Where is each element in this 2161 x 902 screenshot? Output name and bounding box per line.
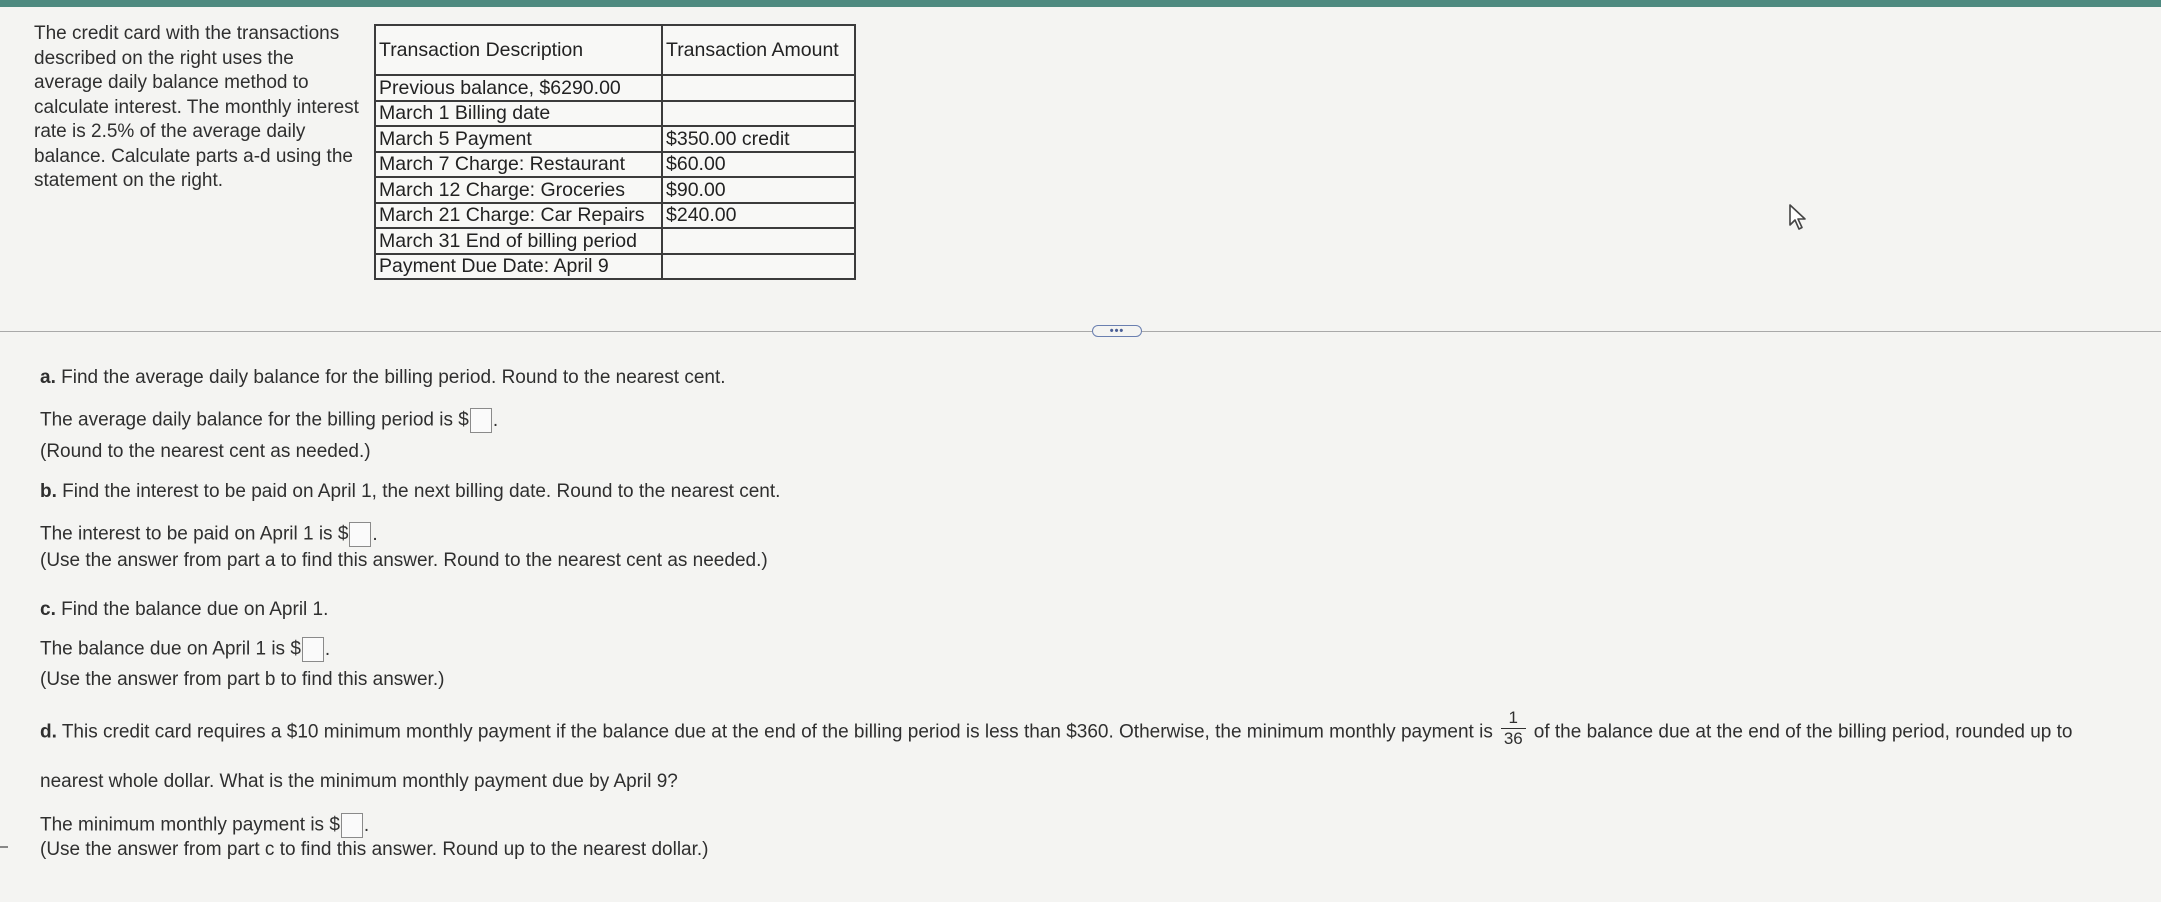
cell-description: March 31 End of billing period [375,228,662,254]
transaction-table [374,24,856,280]
cell-amount [662,75,855,101]
part-d-hint: (Use the answer from part c to find this answer. Round up to the nearest dollar.) [40,839,709,860]
part-c-letter: c. [40,599,56,620]
cell-amount: $240.00 [662,203,855,229]
part-a-text: Find the average daily balance for the billing period. Round to the nearest cent. [55,367,726,388]
part-c-answer-line: The balance due on April 1 is $ . [40,637,330,662]
fraction-denominator: 36 [1501,728,1526,749]
cell-description: March 7 Charge: Restaurant [375,152,662,178]
part-d-question-line2: nearest whole dollar. What is the minimum monthly payment due by April 9? [40,771,678,792]
cell-description: March 5 Payment [375,126,662,152]
fraction-one-thirtysixth [1501,708,1526,749]
part-c-hint: (Use the answer from part b to find this answer.) [40,669,445,690]
table-row [375,177,855,203]
part-c-question [40,598,328,622]
part-d-answer-label: The minimum monthly payment is $ [40,814,340,836]
top-accent-bar [0,0,2161,7]
mouse-pointer-icon [1787,203,1809,231]
more-dots-icon: ••• [1109,325,1125,337]
cell-description: March 1 Billing date [375,101,662,127]
fraction-numerator: 1 [1508,708,1519,727]
scroll-edge-marker [0,846,8,848]
part-d-text-before: This credit card requires a $10 minimum monthly payment if the balance due at the end of the billing period is less than $360. Otherwise, the minimum monthly payment is [56,721,1493,743]
part-c-answer-label: The balance due on April 1 is $ [40,638,301,660]
part-d-answer-line: The minimum monthly payment is $ . [40,813,369,838]
cell-amount [662,101,855,127]
part-b-answer-line: The interest to be paid on April 1 is $ . [40,522,378,547]
part-a-letter: a. [40,367,56,388]
part-a-question [40,366,726,390]
cell-description: March 12 Charge: Groceries [375,177,662,203]
part-a-answer-label: The average daily balance for the billing period is $ [40,409,469,431]
cell-amount: $60.00 [662,152,855,178]
part-b-letter: b. [40,481,57,502]
part-b-answer-input[interactable] [349,522,371,547]
cell-description: Previous balance, $6290.00 [375,75,662,101]
part-d-text-after: of the balance due at the end of the billing period, rounded up to [1533,721,2073,743]
part-a-answer-line: The average daily balance for the billing period is $ . [40,408,498,433]
table-row [375,254,855,280]
part-c-text: Find the balance due on April 1. [55,599,329,620]
part-b-question [40,480,780,504]
part-b-hint: (Use the answer from part a to find this answer. Round to the nearest cent as needed.) [40,550,768,571]
cell-description: March 21 Charge: Car Repairs [375,203,662,229]
cell-amount: $90.00 [662,177,855,203]
part-d-letter: d. [40,721,57,743]
cell-description: Payment Due Date: April 9 [375,254,662,280]
part-c-answer-input[interactable] [302,637,324,662]
table-row [375,75,855,101]
header-amount: Transaction Amount [662,25,855,75]
table-row [375,126,855,152]
table-row [375,203,855,229]
problem-intro: The credit card with the transactions described on the right uses the average daily balance method to calculate interest. The monthly interest rate is 2.5% of the average daily balance. Calculate parts a-d using the statement on the right. [34,23,359,191]
cell-amount [662,254,855,280]
table-row [375,228,855,254]
table-row [375,152,855,178]
table-header-row [375,25,855,75]
part-a-hint: (Round to the nearest cent as needed.) [40,441,371,462]
part-b-text: Find the interest to be paid on April 1, the next billing date. Round to the nearest cent. [56,481,781,502]
header-description: Transaction Description [375,25,662,75]
part-d-question [40,708,2073,753]
table-row [375,101,855,127]
part-a-answer-input[interactable] [470,408,492,433]
section-divider [0,331,2161,332]
cell-amount: $350.00 credit [662,126,855,152]
part-b-answer-label: The interest to be paid on April 1 is $ [40,523,349,545]
expand-more-button[interactable] [1092,325,1142,337]
cell-amount [662,228,855,254]
part-d-answer-input[interactable] [341,813,363,838]
